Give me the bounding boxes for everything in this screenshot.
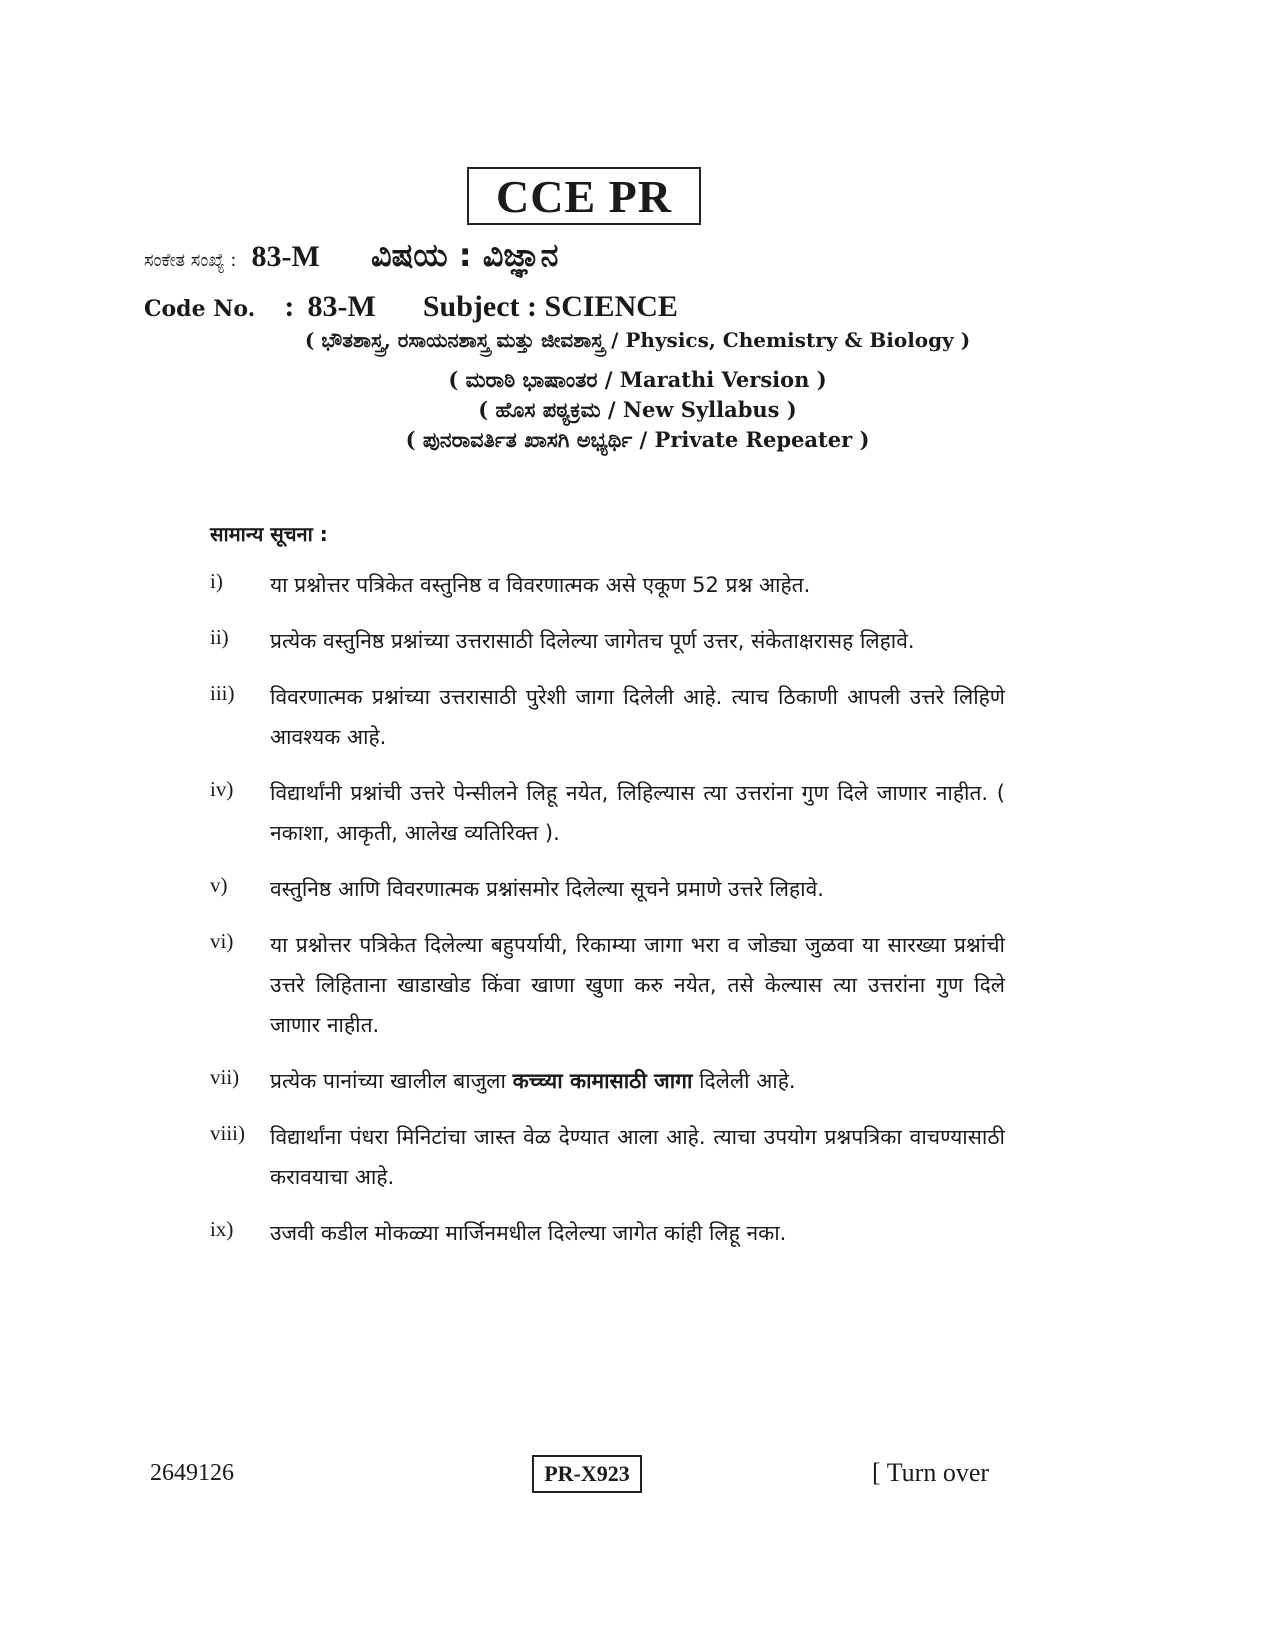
instruction-text-part: प्रत्येक पानांच्या खालील बाजुला bbox=[270, 1069, 513, 1093]
instruction-text: वस्तुनिष्ठ आणि विवरणात्मक प्रश्नांसमोर दिलेल्या सूचने प्रमाणे उत्तरे लिहावे. bbox=[270, 877, 824, 901]
instruction-text: या प्रश्नोत्तर पत्रिकेत वस्तुनिष्ठ व विवरणात्मक असे एकूण 52 प्रश्न आहेत. bbox=[270, 573, 811, 597]
instruction-text: विद्यार्थांनी प्रश्नांची उत्तरे पेन्सीलने लिहू नयेत, लिहिल्यास त्या उत्तरांना गुण दिले जाणार नाहीत. ( नकाशा, आकृती, आलेख व्यतिरिक्त ). bbox=[270, 781, 1005, 845]
instruction-item bbox=[210, 869, 1005, 909]
code-subject-line bbox=[144, 290, 678, 324]
subject-title: Subject : SCIENCE bbox=[422, 290, 678, 323]
instruction-number: ii) bbox=[210, 625, 229, 649]
serial-number: 2649126 bbox=[150, 1460, 234, 1486]
syllabus-line: ( ಹೊಸ ಪಠ್ಯಕ್ರಮ / New Syllabus ) bbox=[478, 397, 797, 422]
kannada-code-line bbox=[144, 236, 558, 275]
instruction-text: विवरणात्मक प्रश्नांच्या उत्तरासाठी पुरेशी जागा दिलेली आहे. त्याच ठिकाणी आपली उत्तरे लिहिणे आवश्यक आहे. bbox=[270, 685, 1005, 749]
subject-details-line: ( ಭೌತಶಾಸ್ತ್ರ, ರಸಾಯನಶಾಸ್ತ್ರ ಮತ್ತು ಜೀವಶಾಸ್ತ್ರ / Physics, Chemistry & Biology ) bbox=[304, 328, 971, 352]
instructions-list bbox=[210, 565, 1005, 1269]
instruction-item bbox=[210, 677, 1005, 757]
instruction-text: विद्यार्थांना पंधरा मिनिटांचा जास्त वेळ देण्यात आला आहे. त्याचा उपयोग प्रश्नपत्रिका वाचण्यासाठी करावयाचा आहे. bbox=[270, 1125, 1005, 1189]
instruction-text: या प्रश्नोत्तर पत्रिकेत दिलेल्या बहुपर्यायी, रिकाम्या जागा भरा व जोड्या जुळवा या सारख्या प्रश्नांची उत्तरे लिहिताना खाडाखोड किंवा खाणा खुणा करु नयेत, तसे केल्यास त्या उत्तरांना गुण दिले जाणार नाहीत. bbox=[270, 933, 1005, 1037]
instruction-number: i) bbox=[210, 569, 223, 593]
instruction-number: iii) bbox=[210, 681, 235, 705]
instruction-text bbox=[270, 1061, 1005, 1101]
kannada-code-value: 83-M bbox=[251, 240, 320, 273]
instruction-text-emphasis: कच्च्या कामासाठी जागा bbox=[512, 1069, 693, 1093]
candidate-type-line: ( ಪುನರಾವರ್ತಿತ ಖಾಸಗಿ ಅಭ್ಯರ್ಥಿ / Private Repeater ) bbox=[405, 427, 870, 452]
instruction-number: viii) bbox=[210, 1121, 245, 1145]
instruction-number: iv) bbox=[210, 777, 234, 801]
kannada-code-label: ಸಂಕೇತ ಸಂಖ್ಯೆ : bbox=[144, 250, 237, 271]
instruction-item bbox=[210, 1213, 1005, 1253]
instruction-item bbox=[210, 565, 1005, 605]
instruction-text: प्रत्येक वस्तुनिष्ठ प्रश्नांच्या उत्तरासाठी दिलेल्या जागेतच पूर्ण उत्तर, संकेताक्षरासह लिहावे. bbox=[270, 629, 915, 653]
instruction-item bbox=[210, 621, 1005, 661]
instruction-item bbox=[210, 1117, 1005, 1197]
turn-over-note: [ Turn over bbox=[872, 1458, 990, 1487]
paper-code-box: PR-X923 bbox=[532, 1455, 642, 1493]
instruction-number: ix) bbox=[210, 1217, 234, 1241]
instructions-heading: सामान्य सूचना : bbox=[210, 522, 328, 546]
instruction-number: vi) bbox=[210, 929, 234, 953]
code-separator: : bbox=[284, 290, 295, 323]
instruction-text-part: दिलेली आहे. bbox=[692, 1069, 796, 1093]
instruction-number: v) bbox=[210, 873, 228, 897]
kannada-subject: ವಿಷಯ : ವಿಜ್ಞಾನ bbox=[370, 236, 559, 274]
exam-title-box: CCE PR bbox=[467, 167, 701, 225]
code-value: 83-M bbox=[307, 290, 376, 323]
instruction-item bbox=[210, 1061, 1005, 1101]
version-line: ( ಮರಾಠಿ ಭಾಷಾಂತರ / Marathi Version ) bbox=[448, 367, 827, 392]
code-label: Code No. bbox=[144, 296, 256, 322]
instruction-text: उजवी कडील मोकळ्या मार्जिनमधील दिलेल्या जागेत कांही लिहू नका. bbox=[270, 1221, 787, 1245]
instruction-item bbox=[210, 773, 1005, 853]
instruction-item bbox=[210, 925, 1005, 1045]
instruction-number: vii) bbox=[210, 1065, 240, 1089]
